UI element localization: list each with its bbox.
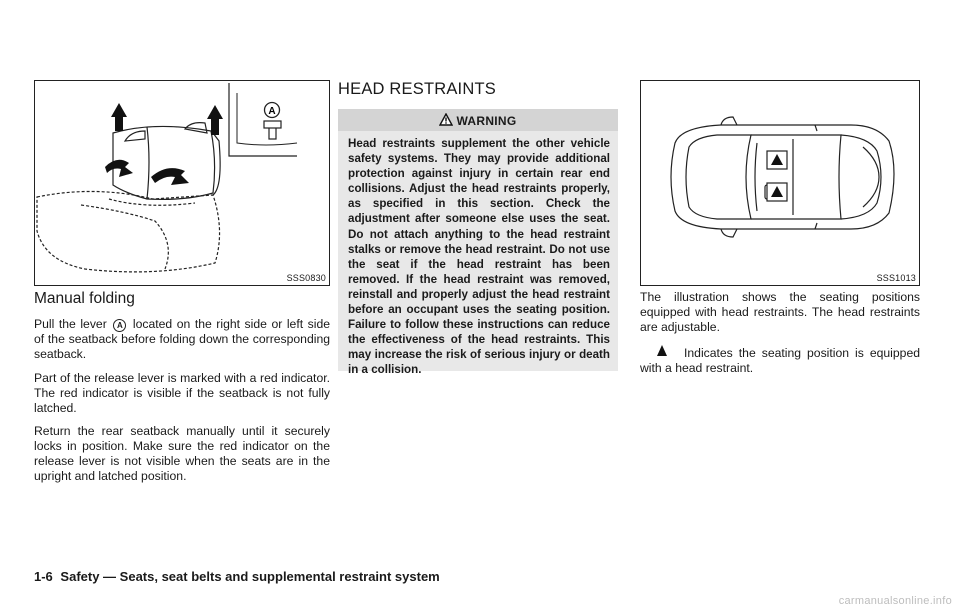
vehicle-top-view-illustration xyxy=(641,81,920,286)
release-lever-inset xyxy=(264,121,281,139)
paragraph-pull-lever xyxy=(34,317,330,362)
watermark-text: carmanualsonline.info xyxy=(838,595,952,607)
chapter-title: Safety — Seats, seat belts and supplemental restraint system xyxy=(60,569,440,584)
seating-positions-figure xyxy=(640,80,920,286)
warning-header xyxy=(338,109,618,131)
seat-folding-figure xyxy=(34,80,330,286)
figure-code: SSS1013 xyxy=(876,273,916,283)
page-footer xyxy=(34,569,440,584)
figure-code: SSS0830 xyxy=(286,273,326,283)
paragraph-red-indicator: Part of the release lever is marked with a red indicator. The red indicator is visible if the seatback is not fully latched. xyxy=(34,371,330,416)
paragraph-illustration-shows: The illustration shows the seating positions equipped with head restraints. The head restraints are adjustable. xyxy=(640,290,920,335)
subheading-manual-folding: Manual folding xyxy=(34,290,135,307)
callout-a-symbol: A xyxy=(113,319,126,332)
warning-text: Head restraints supplement the other vehicle safety systems. They may provide additional protection against injury in certain rear end collisions. Adjust the head restraints properly, as specified in this section. Check the adjustment after someone else uses the seat. Do not attach anything to the head restraint stalks or remove the head restraint. Do not use the seat if the head restraint has been removed. If the head restraint was removed, reinstall and properly adjust the head restraint before an occupant uses the seating position. Failure to follow these instructions can reduce the effectiveness of the head restraints. This may increase the risk of serious injury or death in a collision. xyxy=(348,137,610,377)
page-number: 1-6 xyxy=(34,569,53,584)
para1-before: Pull the lever xyxy=(34,317,107,331)
warning-icon xyxy=(439,113,453,129)
section-heading-head-restraints: HEAD RESTRAINTS xyxy=(338,80,496,98)
warning-box xyxy=(338,131,618,377)
head-restraint-markers xyxy=(767,151,787,201)
para2-text: Indicates the seating position is equipped with a head restraint. xyxy=(640,346,920,376)
fold-arrows xyxy=(105,103,223,185)
paragraph-indicates xyxy=(640,345,920,376)
para1-after: located on the right side or left side of the seatback before folding down the corresponding seatback. xyxy=(34,317,330,362)
seat-folding-illustration xyxy=(35,81,330,286)
paragraph-return-seatback: Return the rear seatback manually until it securely locks in position. Make sure the red indicator on the release lever is not visible when the seats are in the upright and latched position. xyxy=(34,424,330,484)
head-restraint-symbol-icon xyxy=(640,345,684,361)
warning-title: WARNING xyxy=(456,114,517,128)
callout-a-label: A xyxy=(268,106,276,117)
